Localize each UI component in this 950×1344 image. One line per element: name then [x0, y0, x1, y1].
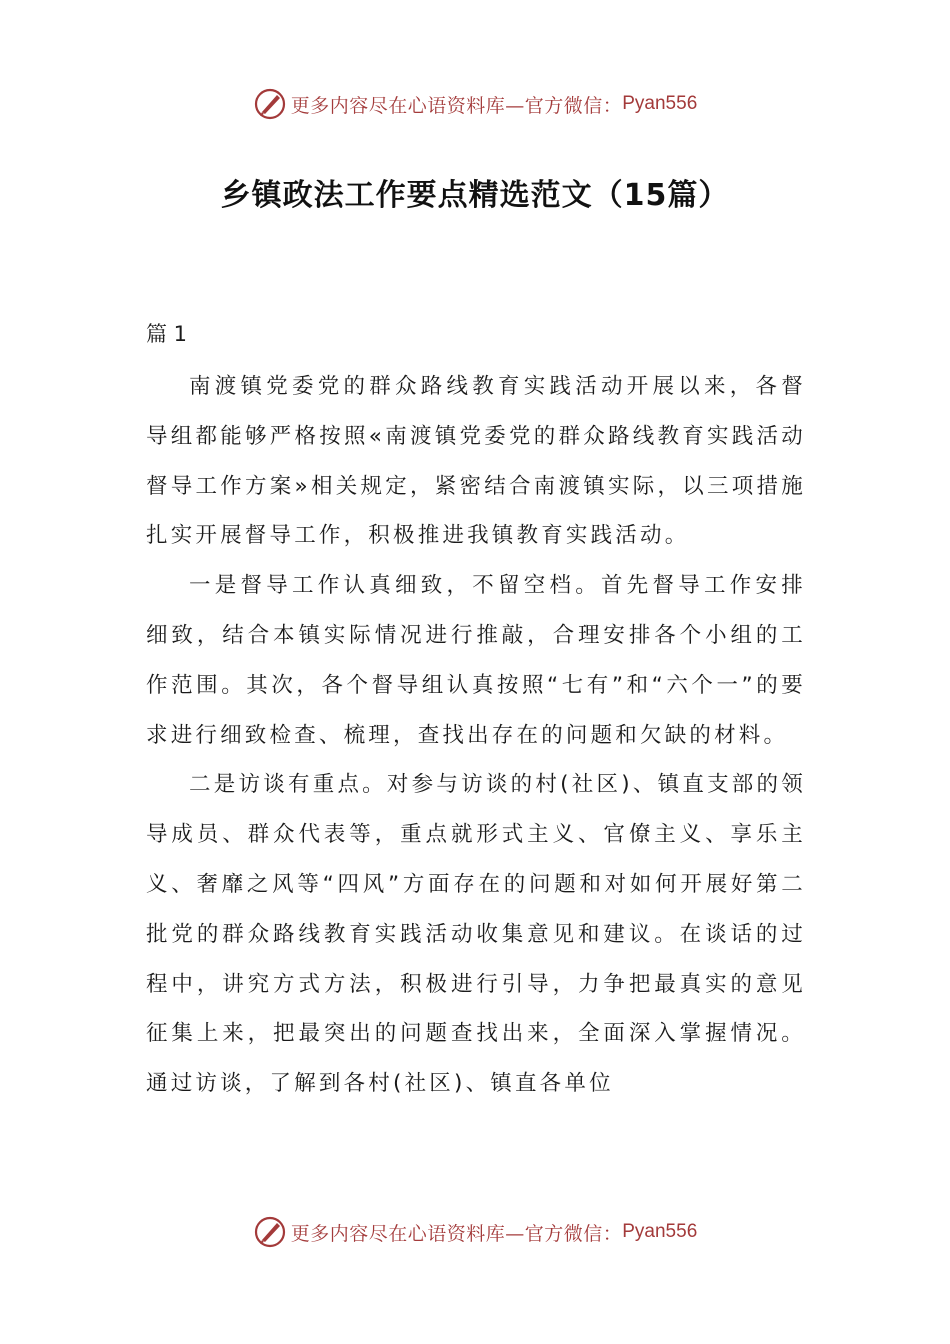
- document-body: [146, 362, 806, 1109]
- header-banner: [0, 84, 950, 124]
- footer-banner: [0, 1212, 950, 1252]
- footer-banner-text: 更多内容尽在心语资料库—官方微信：: [290, 1222, 623, 1245]
- body-paragraph: 二是访谈有重点。对参与访谈的村(社区)、镇直支部的领导成员、群众代表等，重点就形式主义、官僚主义、享乐主义、奢靡之风等“四风”方面存在的问题和对如何开展好第二批党的群众路线教育实践活动收集意见和建议。在谈话的过程中，讲究方式方法，积极进行引导，力争把最真实的意见征集上来，把最突出的问题查找出来，全面深入掌握情况。通过访谈，了解到各村(社区)、镇直各单位: [146, 772, 806, 1097]
- body-paragraph: 一是督导工作认真细致，不留空档。首先督导工作安排细致，结合本镇实际情况进行推敲，合理安排各个小组的工作范围。其次，各个督导组认真按照“七有”和“六个一”的要求进行细致检查、梳理，查找出存在的问题和欠缺的材料。: [146, 573, 807, 748]
- footer-banner-content: [253, 1215, 698, 1249]
- header-banner-text: 更多内容尽在心语资料库—官方微信：: [290, 94, 623, 117]
- pen-logo-icon: [253, 87, 287, 121]
- document-title: 乡镇政法工作要点精选范文（15篇）: [220, 178, 730, 213]
- header-banner-handle: Pyan556: [622, 93, 698, 114]
- footer-banner-handle: Pyan556: [622, 1221, 698, 1242]
- body-paragraph: 南渡镇党委党的群众路线教育实践活动开展以来，各督导组都能够严格按照«南渡镇党委党的群众路线教育实践活动督导工作方案»相关规定，紧密结合南渡镇实际，以三项措施扎实开展督导工作，积极推进我镇教育实践活动。: [146, 374, 806, 549]
- header-banner-content: [253, 87, 698, 121]
- section-label: 篇 1: [146, 322, 188, 346]
- pen-logo-icon: [253, 1215, 287, 1249]
